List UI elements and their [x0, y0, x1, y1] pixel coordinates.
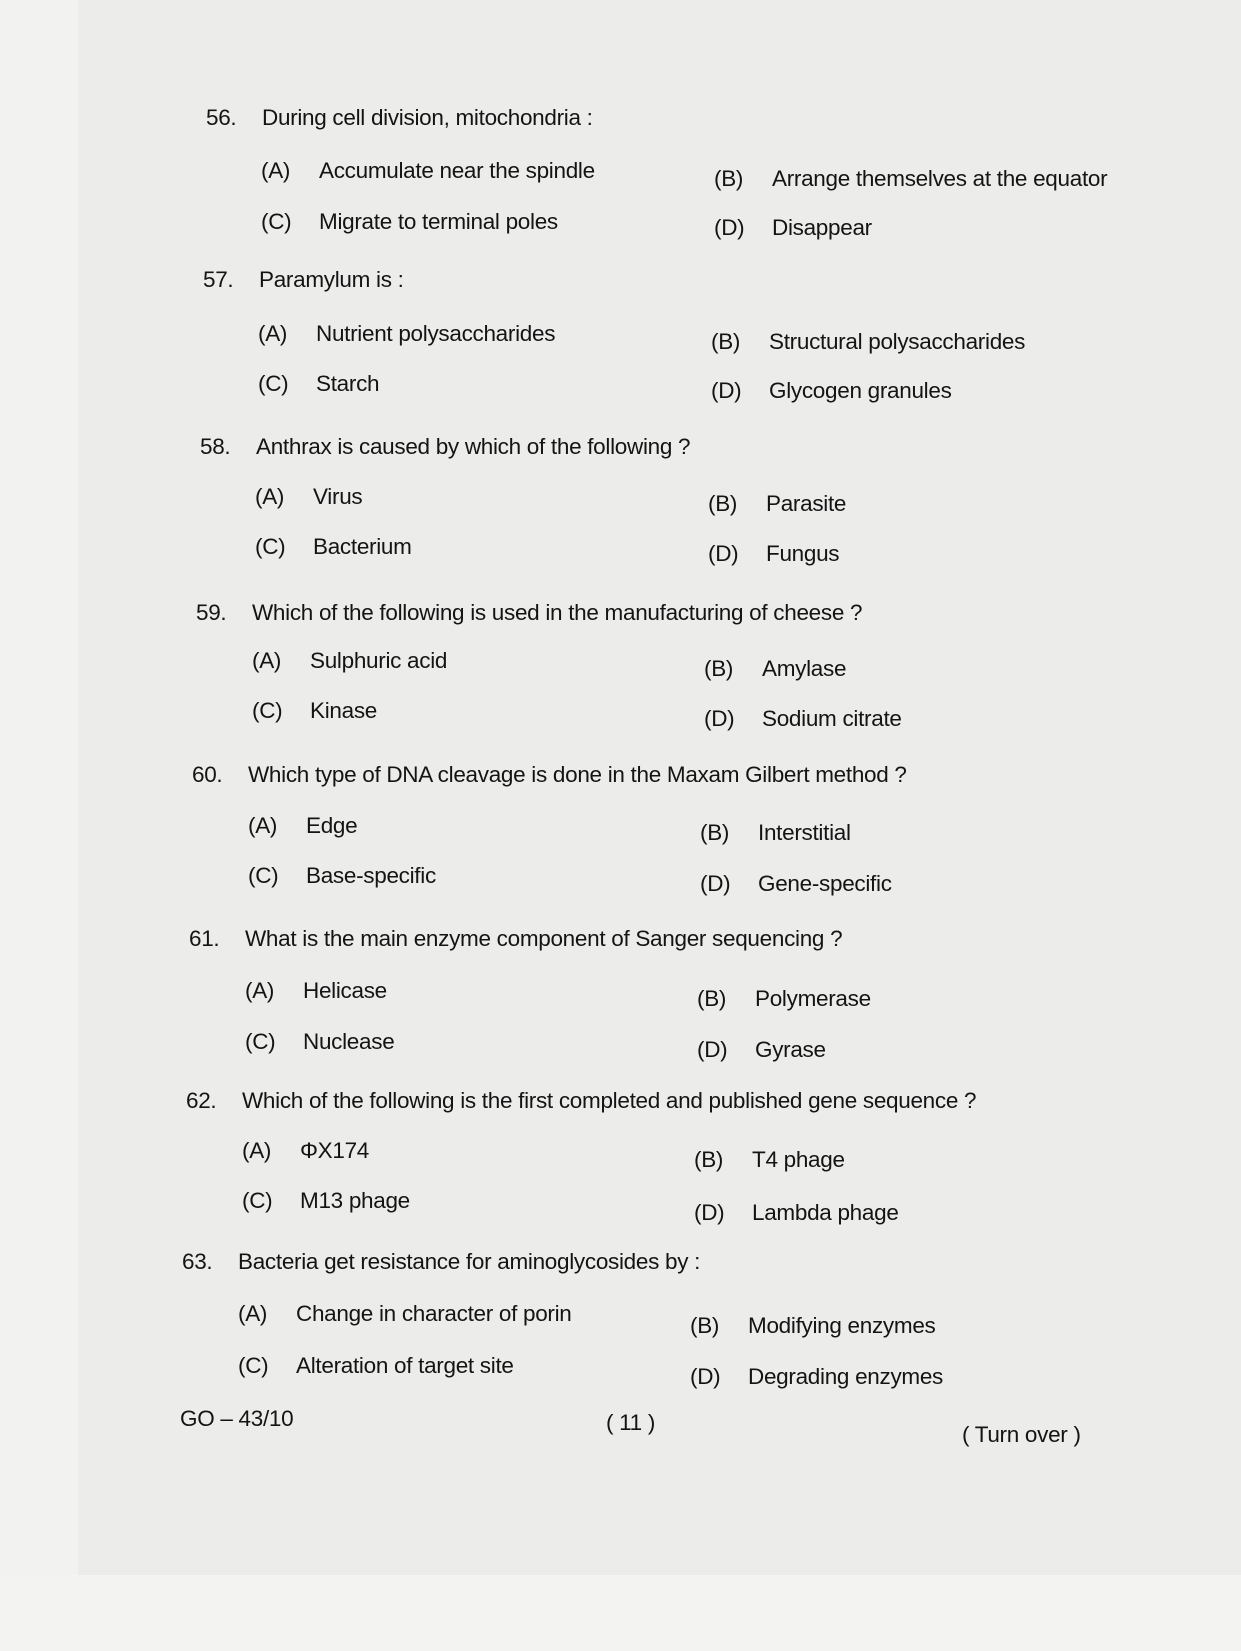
option-label: (B): [694, 1147, 724, 1172]
question-number: 58.: [200, 434, 231, 459]
question-number: 59.: [196, 600, 227, 625]
question-stem: During cell division, mitochondria :: [262, 105, 593, 130]
question-number: 60.: [192, 762, 223, 787]
option-label: (D): [711, 378, 742, 403]
scan-background-bottom: [0, 1575, 1241, 1651]
option-label: (A): [245, 978, 275, 1003]
option-label: (D): [690, 1364, 721, 1389]
option-text: Helicase: [303, 978, 387, 1003]
option-text: Virus: [313, 484, 363, 509]
option-text: Degrading enzymes: [748, 1364, 944, 1389]
question-stem: Which type of DNA cleavage is done in the Maxam Gilbert method ?: [248, 762, 907, 787]
option-text: Glycogen granules: [769, 378, 952, 403]
question-stem: What is the main enzyme component of Sanger sequencing ?: [245, 926, 843, 951]
question-number: 56.: [206, 105, 237, 130]
option-text: Amylase: [762, 656, 847, 681]
option-label: (D): [697, 1037, 728, 1062]
option-label: (C): [242, 1188, 273, 1213]
option-text: Kinase: [310, 698, 377, 723]
option-text: Polymerase: [755, 986, 871, 1011]
option-label: (D): [714, 215, 745, 240]
option-label: (A): [252, 648, 282, 673]
option-label: (D): [700, 871, 731, 896]
question-number: 63.: [182, 1249, 213, 1274]
option-label: (B): [711, 329, 741, 354]
option-text: Interstitial: [758, 820, 851, 845]
option-text: Sulphuric acid: [310, 648, 448, 673]
option-text: M13 phage: [300, 1188, 410, 1213]
option-label: (B): [704, 656, 734, 681]
option-label: (B): [714, 166, 744, 191]
option-label: (D): [708, 541, 739, 566]
option-text: Sodium citrate: [762, 706, 902, 731]
option-label: (A): [242, 1138, 272, 1163]
option-text: Starch: [316, 371, 380, 396]
option-label: (D): [694, 1200, 725, 1225]
option-text: Gene-specific: [758, 871, 892, 896]
option-label: (D): [704, 706, 735, 731]
option-text: Arrange themselves at the equator: [772, 166, 1108, 191]
option-label: (C): [255, 534, 286, 559]
option-label: (C): [238, 1353, 269, 1378]
option-label: (A): [255, 484, 285, 509]
option-label: (C): [248, 863, 279, 888]
question-stem: Which of the following is the first completed and published gene sequence ?: [242, 1088, 977, 1113]
option-label: (B): [700, 820, 730, 845]
option-text: Gyrase: [755, 1037, 826, 1062]
turn-over-note: ( Turn over ): [962, 1422, 1081, 1447]
option-text: Change in character of porin: [296, 1301, 572, 1326]
option-text: Edge: [306, 813, 358, 838]
scan-background-left: [0, 0, 78, 1651]
option-label: (A): [238, 1301, 268, 1326]
question-stem: Paramylum is :: [259, 267, 404, 292]
page-number: ( 11 ): [606, 1410, 656, 1435]
option-text: Alteration of target site: [296, 1353, 514, 1378]
question-number: 62.: [186, 1088, 217, 1113]
option-label: (B): [708, 491, 738, 516]
option-text: ΦX174: [300, 1138, 369, 1163]
option-label: (A): [261, 158, 291, 183]
option-text: Bacterium: [313, 534, 412, 559]
option-text: Fungus: [766, 541, 840, 566]
option-label: (C): [252, 698, 283, 723]
option-label: (C): [245, 1029, 276, 1054]
option-text: T4 phage: [752, 1147, 845, 1172]
option-text: Accumulate near the spindle: [319, 158, 595, 183]
question-stem: Which of the following is used in the manufacturing of cheese ?: [252, 600, 863, 625]
question-stem: Bacteria get resistance for aminoglycosides by :: [238, 1249, 701, 1274]
option-text: Structural polysaccharides: [769, 329, 1026, 354]
paper-code: GO – 43/10: [180, 1406, 294, 1431]
option-label: (C): [258, 371, 289, 396]
option-label: (C): [261, 209, 292, 234]
option-label: (A): [258, 321, 288, 346]
option-text: Nutrient polysaccharides: [316, 321, 556, 346]
option-text: Parasite: [766, 491, 847, 516]
option-text: Lambda phage: [752, 1200, 899, 1225]
option-label: (B): [697, 986, 727, 1011]
question-stem: Anthrax is caused by which of the following ?: [256, 434, 691, 459]
option-label: (A): [248, 813, 278, 838]
question-number: 57.: [203, 267, 234, 292]
option-text: Disappear: [772, 215, 872, 240]
option-text: Modifying enzymes: [748, 1313, 936, 1338]
option-text: Migrate to terminal poles: [319, 209, 558, 234]
option-text: Base-specific: [306, 863, 436, 888]
question-number: 61.: [189, 926, 220, 951]
option-text: Nuclease: [303, 1029, 395, 1054]
option-label: (B): [690, 1313, 720, 1338]
